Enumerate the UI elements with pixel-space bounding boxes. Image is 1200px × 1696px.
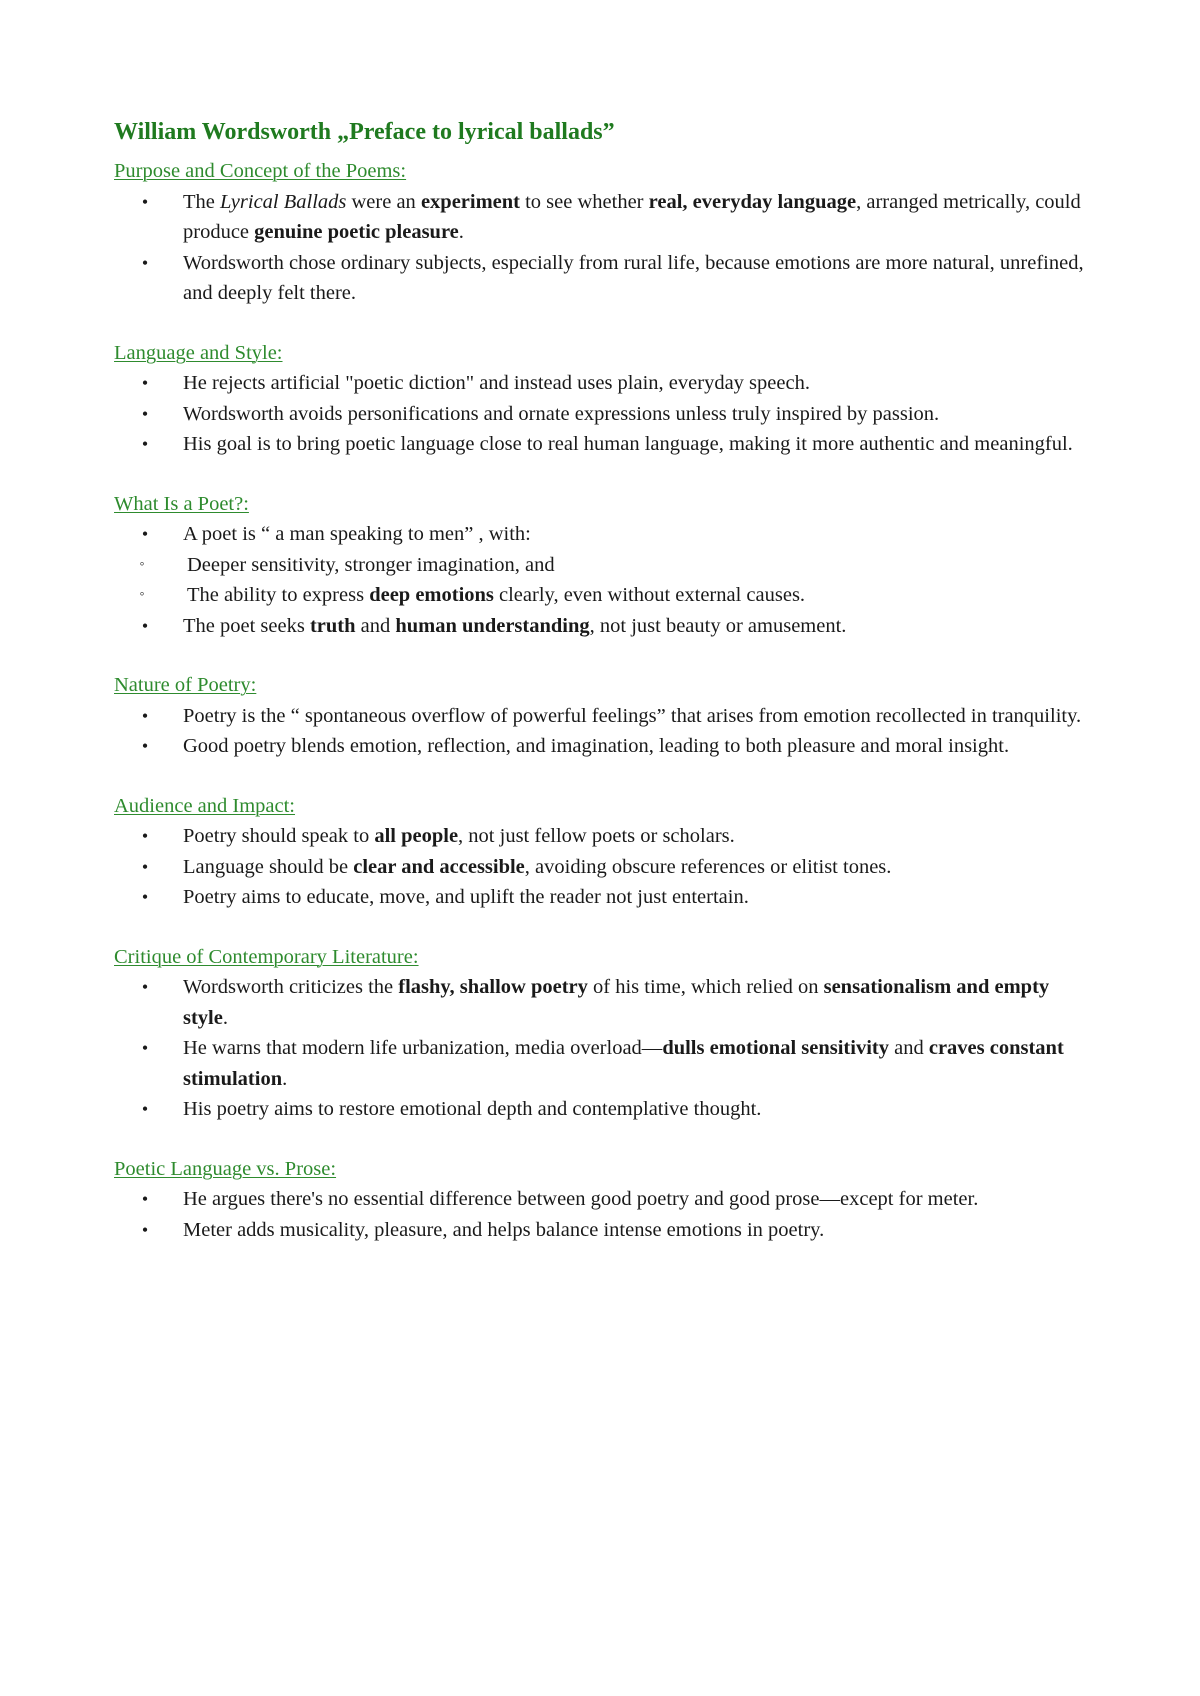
list-item [114,519,1094,550]
list-item-text [183,252,1084,305]
italic-text: Lyrical Ballads [220,190,347,213]
list-item [114,368,1094,399]
bullet-icon: • [141,705,149,726]
section [114,942,1094,1125]
document-title: William Wordsworth „Preface to lyrical ballads” [114,119,615,145]
text-run: Poetry should speak to [183,825,375,847]
section [114,156,1094,309]
text-run: , arranged metrically, could produce [183,190,1081,243]
list-item [114,731,1094,762]
text-run: Good poetry blends emotion, reflection, and imagination, leading to both pleasure and moral insight. [183,735,1010,757]
sub-list-item-text [187,584,805,606]
bold-text: genuine poetic pleasure [254,221,459,243]
text-run: His poetry aims to restore emotional depth and contemplative thought. [183,1098,762,1120]
text-run: , avoiding obscure references or elitist tones. [524,855,892,878]
bullet-icon: • [141,736,149,756]
bullet-icon: • [141,1038,149,1058]
list-item-text [183,825,735,847]
text-run: The ability to express [187,584,370,606]
sub-list-item-text [187,554,555,576]
bullet-icon: • [141,615,149,636]
section [114,489,1094,642]
bold-text: experiment [420,190,520,213]
text-run: Wordsworth avoids personifications and ornate expressions unless truly inspired by passion. [183,402,940,425]
bullet-list [114,519,1094,641]
sub-bullet-icon: ◦ [139,587,145,602]
list-item-text [183,735,1009,757]
bold-text: truth [309,614,356,637]
text-run: and [888,1037,929,1059]
bullet-icon: • [141,1219,149,1240]
list-item-text [183,1188,978,1210]
list-item [114,701,1094,732]
text-run: The poet seeks [183,614,310,637]
bullet-icon: • [141,1189,149,1209]
text-run: , not just beauty or amusement. [589,614,847,637]
bold-text: flashy, shallow poetry [398,976,588,998]
text-run: The [183,190,220,213]
sub-list-item [114,550,1094,581]
list-item [114,248,1094,309]
list-item-text [183,615,846,637]
bullet-list [114,368,1094,460]
text-run: and [355,614,396,637]
list-item [114,611,1094,642]
section-heading: Language and Style: [114,341,283,364]
text-run: . [282,1067,288,1090]
section-heading: Nature of Poetry: [114,674,257,696]
sub-bullet-icon: ◦ [139,556,145,572]
bold-text: sensationalism and empty style [183,976,1050,1029]
text-run: Meter adds musicality, pleasure, and helps balance intense emotions in poetry. [183,1218,825,1241]
bullet-list [114,1184,1094,1245]
text-run: to see whether [519,190,649,213]
sections-container [114,156,1094,1245]
section-heading: What Is a Poet?: [114,492,249,515]
list-item [114,399,1094,430]
list-item-text [183,705,1081,727]
text-run: Poetry is the “ spontaneous overflow of powerful feelings” that arises from emotion recollected in tranquility. [183,704,1082,727]
list-item-text [183,403,939,425]
sub-bullet-list [114,550,1094,611]
bullet-icon: • [141,524,149,544]
list-item-text [183,976,1049,1029]
text-run: . [222,1006,228,1029]
list-item-text [183,856,891,878]
bold-text: human understanding [395,614,590,637]
sub-list-item [114,580,1094,611]
text-run: He warns that modern life urbanization, media overload— [183,1037,663,1059]
bold-text: clear and accessible [353,855,525,878]
section-heading: Audience and Impact: [114,794,296,817]
bullet-list [114,187,1094,309]
bold-text: dulls emotional sensitivity [662,1037,889,1059]
bold-text: craves constant stimulation [183,1037,1064,1090]
section [114,670,1094,762]
section [114,791,1094,913]
list-item-text [183,886,749,908]
bullet-icon: • [141,1099,149,1119]
bullet-icon: • [141,373,149,393]
bold-text: all people [374,825,459,847]
section [114,1154,1094,1246]
text-run: A poet is “ a man speaking to men” , with: [183,523,531,545]
list-item [114,1215,1094,1246]
bold-text: deep emotions [369,584,494,606]
bullet-icon: • [141,252,149,273]
text-run: He argues there's no essential difference between good poetry and good prose—except for meter. [183,1188,979,1210]
section-heading: Purpose and Concept of the Poems: [114,160,407,182]
list-item [114,187,1094,248]
bold-text: real, everyday language [648,190,857,213]
bullet-icon: • [141,977,149,997]
list-item-text [183,433,1073,455]
text-run: of his time, which relied on [587,976,824,998]
section-heading: Critique of Contemporary Literature: [114,945,419,968]
section-heading: Poetic Language vs. Prose: [114,1157,337,1180]
bullet-icon: • [141,434,149,454]
bullet-list [114,972,1094,1125]
list-item [114,429,1094,460]
text-run: Language should be [183,855,354,878]
list-item [114,821,1094,852]
bullet-icon: • [141,887,149,907]
text-run: He rejects artificial "poetic diction" and instead uses plain, everyday speech. [183,372,810,394]
text-run: were an [346,190,421,213]
text-run: clearly, even without external causes. [493,584,806,606]
list-item [114,1033,1094,1094]
list-item-text [183,1219,824,1241]
list-item-text [183,1098,761,1120]
list-item [114,852,1094,883]
text-run: . [458,221,464,243]
bullet-icon: • [141,856,149,877]
list-item-text [183,1037,1064,1090]
list-item-text [183,372,810,394]
text-run: Wordsworth chose ordinary subjects, especially from rural life, because emotions are more natural, unrefined, and deeply felt there. [183,251,1084,304]
document-page [114,112,1094,1274]
list-item [114,1184,1094,1215]
bullet-icon: • [141,191,149,212]
list-item-text [183,191,1081,244]
bullet-list [114,821,1094,913]
text-run: Poetry aims to educate, move, and uplift the reader not just entertain. [183,886,749,908]
text-run: Wordsworth criticizes the [183,976,399,998]
text-run: His goal is to bring poetic language close to real human language, making it more authentic and meaningful. [183,433,1073,455]
list-item-text [183,523,531,545]
list-item [114,882,1094,913]
bullet-icon: • [141,403,149,424]
text-run: Deeper sensitivity, stronger imagination, and [187,553,555,576]
list-item [114,1094,1094,1125]
text-run: , not just fellow poets or scholars. [458,825,735,847]
section [114,338,1094,460]
bullet-list [114,701,1094,762]
list-item [114,972,1094,1033]
bullet-icon: • [141,826,149,846]
